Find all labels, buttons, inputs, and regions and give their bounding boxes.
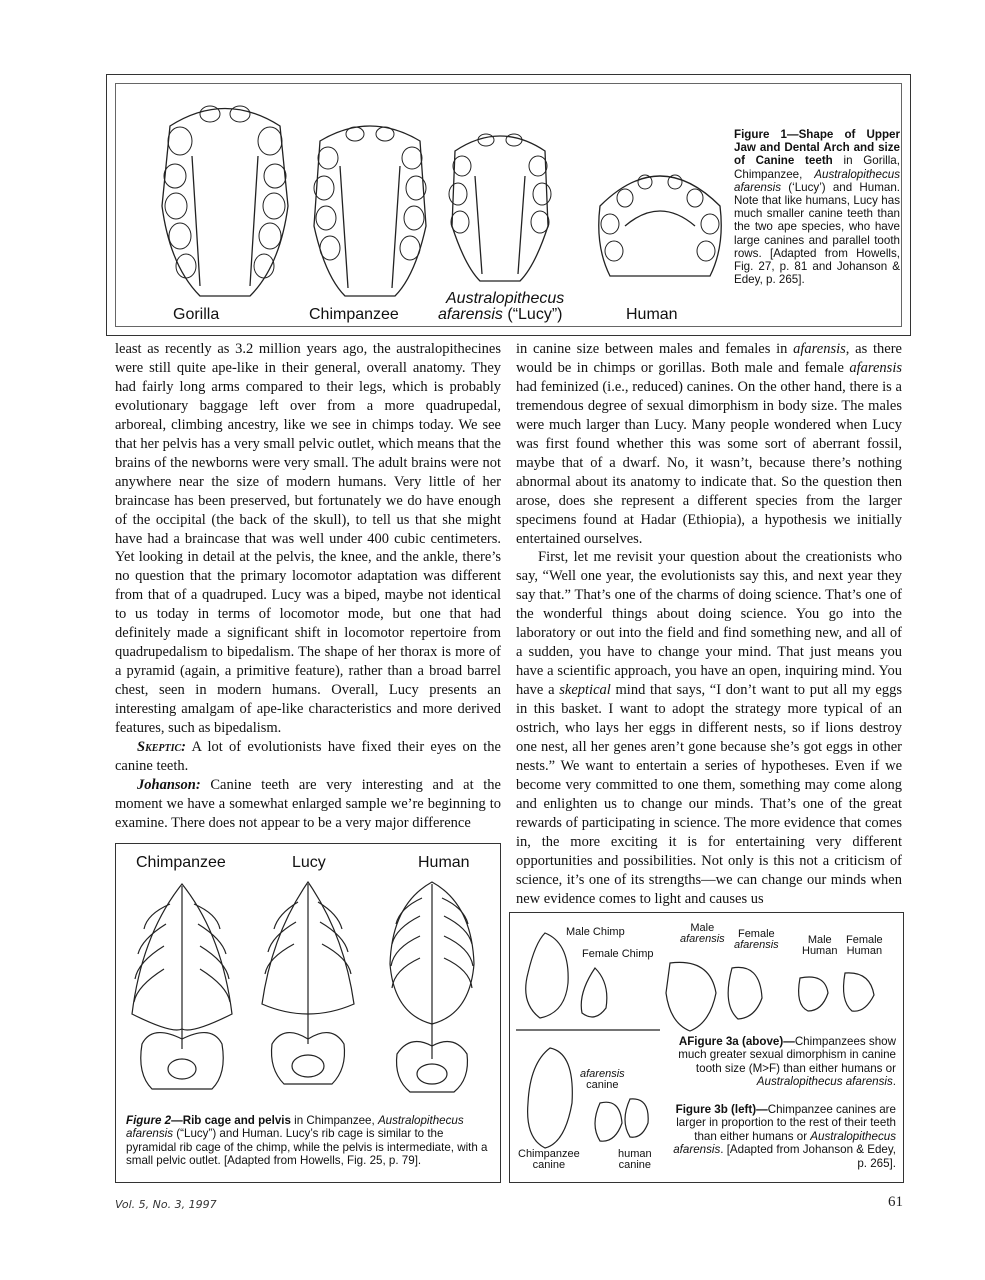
male-human-canine — [799, 977, 828, 1011]
male-afarensis-canine — [666, 962, 716, 1031]
human-canine-small-1 — [595, 1102, 622, 1141]
label-female-afarensis: Female afarensis — [734, 928, 779, 951]
human-ribcage-illustration — [390, 882, 474, 1092]
label-human: Human — [626, 306, 678, 323]
paragraph: least as recently as 3.2 million years ago, the australopithecines were still quite ape-like in their general, overall anatomy. They had fairly long arms compared to their legs, which is probably evolutionary baggage left over from a more quadrupedal, arboreal, climbing ancestry, like we see in chimps today. We see that her pelvis has a very small pelvic outlet, which means that the brains of the newborns were very small. The adult brains were not anywhere near the size of modern humans. Very little of her braincase has been preserved, but fortunately we do have enough of the occipital (the back of the skull), to tell us that she might have had a braincase that was well under 400 cubic centimeters. Yet looking in detail at the pelvis, the knee, and the ankle, there’s no question that the primary locomotor adaptation was different from that of a quadruped. Lucy was a biped, maybe not identical to us today in terms of locomotor mode, but one that had definitely made a significant shift in locomotor repertoire from quadrupedalism to bipedalism. The shape of her thorax is more of a pyramid (again, a primitive feature), rather than a broad barrel chest, seen in modern humans. Overall, Lucy presents an interesting amalgam of ape-like characteristics and more derived features, such as bipedalism. — [115, 341, 501, 737]
label-gorilla: Gorilla — [173, 306, 220, 323]
afarensis-jaw-illustration — [449, 134, 551, 281]
label-afarensis-lucy: afarensis (“Lucy”) — [438, 306, 563, 323]
paragraph: in canine size between males and females in afarensis, as there would be in chimps or gorillas. Both male and female afarensis had feminized (i.e., reduced) canines. On the other hand, there is a tremendous degree of sexual dimorphism in body size. The males were much larger than Lucy. Many people wondered when Lucy was first found whether this was some sort of aberrant fossil, maybe that of a dwarf. No, it wasn’t, because there’s nothing abnormal about its anatomy to indicate that. So the question then arose, does she represent a different species from the larger specimens found at Hadar (Ethiopia), a hypothesis we initially entertained ourselves. — [516, 341, 902, 547]
right-column — [516, 340, 902, 909]
label-female-chimp: Female Chimp — [582, 948, 654, 960]
figure-2 — [115, 843, 501, 1183]
label-male-afarensis: Male afarensis — [680, 922, 725, 945]
female-chimp-canine — [581, 968, 607, 1017]
label-chimpanzee: Chimpanzee — [136, 854, 226, 871]
label-human-canine: human canine — [618, 1148, 652, 1171]
gorilla-jaw-illustration — [162, 106, 288, 296]
female-afarensis-canine — [728, 967, 762, 1019]
label-afarensis-canine: afarensis canine — [580, 1068, 625, 1091]
label-human: Human — [418, 854, 470, 871]
human-canine-small-2 — [625, 1099, 648, 1137]
figure-1 — [106, 74, 911, 336]
female-human-canine — [844, 973, 874, 1011]
male-chimp-canine — [526, 933, 568, 1018]
chimpanzee-ribcage-illustration — [132, 884, 232, 1089]
figure-1-frame — [115, 83, 902, 327]
afarensis-canine-large — [528, 1048, 573, 1148]
human-jaw-illustration — [599, 175, 722, 276]
lucy-ribcage-illustration — [262, 882, 354, 1084]
label-australopithecus: Australopithecus — [446, 290, 565, 307]
label-male-human: Male Human — [802, 934, 838, 957]
figure-3 — [509, 912, 904, 1183]
chimpanzee-jaw-illustration — [314, 126, 426, 296]
figure-3b-caption: Figure 3b (left)—Chimpanzee canines are larger in proportion to the rest of their teeth than either humans or Australopithecus afarensis. [Adapted from Johanson & Edey, p. 265]. — [673, 1103, 896, 1170]
issue-info: Vol. 5, No. 3, 1997 — [115, 1198, 217, 1211]
paragraph: Skeptic: A lot of evolutionists have fixed their eyes on the canine teeth. — [115, 739, 501, 774]
label-female-human: Female Human — [846, 934, 883, 957]
label-chimpanzee-canine: Chimpanzee canine — [518, 1148, 580, 1171]
label-male-chimp: Male Chimp — [566, 926, 625, 938]
left-column — [115, 340, 501, 833]
page-number: 61 — [888, 1194, 903, 1210]
label-lucy: Lucy — [292, 854, 326, 871]
figure-1-caption: Figure 1—Shape of Upper Jaw and Dental Arch and size of Canine teeth in Gorilla, Chimpanzee, Australopithecus afarensis (‘Lucy’) and Human. Note that like humans, Lucy has much smaller canine teeth than the two ape species, who have large canines and parallel tooth rows. [Adapted from Howells, Fig. 27, p. 81 and Johanson & Edey, p. 265]. — [734, 128, 900, 287]
jaw-illustrations — [130, 96, 730, 311]
paragraph: First, let me revisit your question about the creationists who say, “Well one year, the evolutionists say this, and next year they say that.” That’s one of the charms of doing science. That’s one of the wonderful things about doing science. You go into the laboratory or out into the field and find something new, and all of a sudden, you have to change your mind. That just means you have a scientific approach, you have an open, inquiring mind. You have a skeptical mind that says, “I don’t want to put all my eggs in this basket. I want to adopt the strategy more typical of an ostrich, who lays her eggs in different nests, so if lions destroy one nest, all her genes aren’t gone because she’s got eggs in other nests.” We want to entertain a series of hypotheses. Even if we become very committed to one them, something may come along and enlighten us to change our minds. That’s one of the great rewards of participating in science. The more evidence that comes in, the more exciting it is for entertaining very different opportunities and possibilities. Not only is this not a criticism of science, it’s one of its strengths—we can change our minds when new evidence comes to light and causes us — [516, 549, 902, 907]
rib-cage-illustrations — [122, 874, 494, 1104]
paragraph: Johanson: Canine teeth are very interesting and at the moment we have a somewhat enlarged sample we’re beginning to examine. There does not appear to be a very major difference — [115, 776, 501, 831]
figure-3a-caption: AFigure 3a (above)—Chimpanzees show much greater sexual dimorphism in canine tooth size (M>F) than either humans or Australopithecus afarensis. — [678, 1035, 896, 1089]
label-chimpanzee: Chimpanzee — [309, 306, 399, 323]
figure-2-caption: Figure 2—Rib cage and pelvis in Chimpanzee, Australopithecus afarensis (“Lucy”) and Human. Lucy’s rib cage is similar to the pyramidal rib cage of the chimp, while the pelvis is intermediate, with a small pelvic outlet. [Adapted from Howells, Fig. 25, p. 79]. — [126, 1114, 488, 1168]
